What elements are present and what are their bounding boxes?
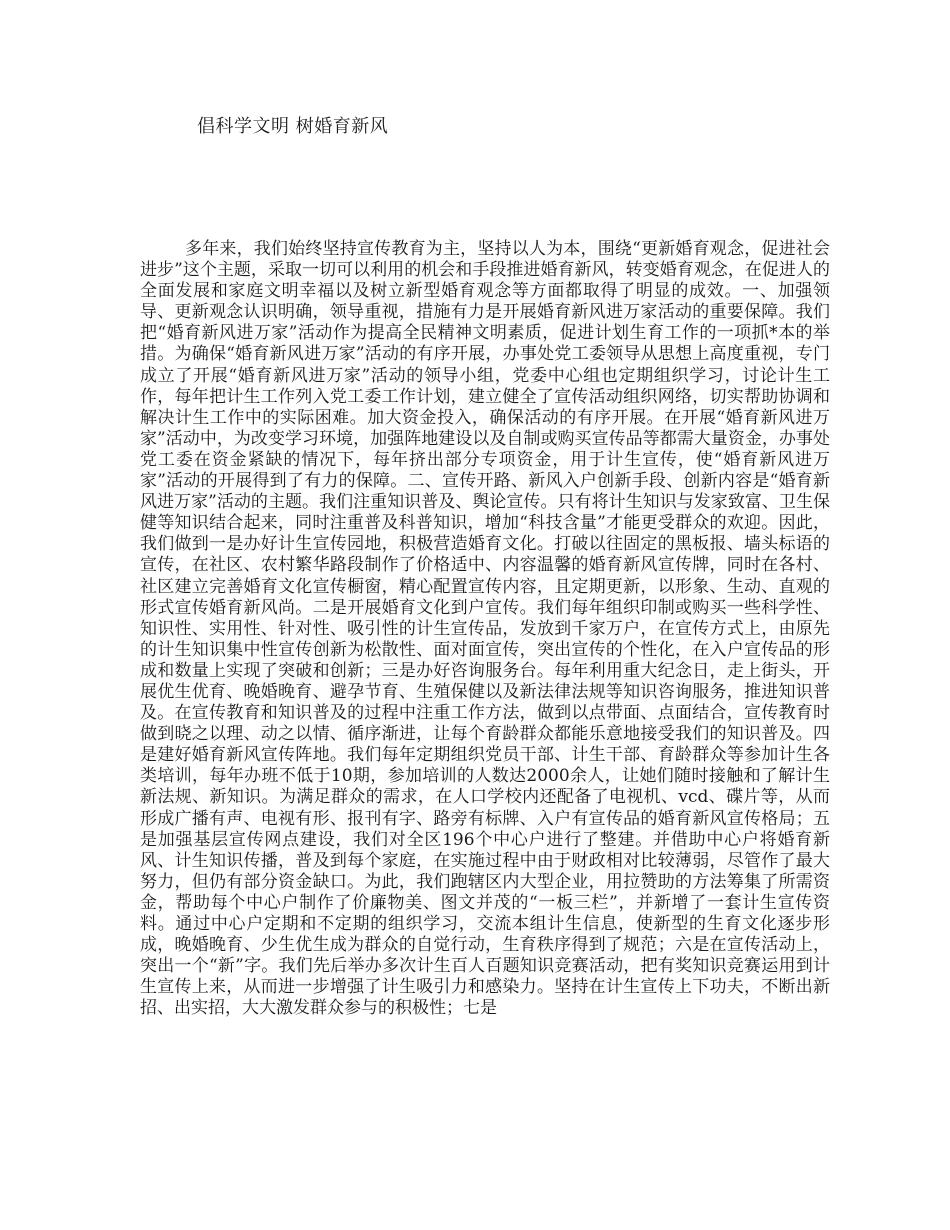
document-body-paragraph: 多年来，我们始终坚持宣传教育为主，坚持以人为本，围绕“更新婚育观念，促进社会进步”这个主题，采取一切可以利用的机会和手段推进婚育新风，转变婚育观念，在促进人的全面发展和家庭文明幸福以及树立新型婚育观念等方面都取得了明显的成效。一、加强领导、更新观念认识明确，领导重视，措施有力是开展婚育新风进万家活动的重要保障。我们把“婚育新风进万家”活动作为提高全民精神文明素质，促进计划生育工作的一项抓*本的举措。为确保“婚育新风进万家”活动的有序开展，办事处党工委领导从思想上高度重视，专门成立了开展“婚育新风进万家”活动的领导小组，党委中心组也定期组织学习，讨论计生工作，每年把计生工作列入党工委工作计划，建立健全了宣传活动组织网络，切实帮助协调和解决计生工作中的实际困难。加大资金投入，确保活动的有序开展。在开展“婚育新风进万家”活动中，为改变学习环境，加强阵地建设以及自制或购买宣传品等都需大量资金，办事处党工委在资金紧缺的情况下，每年挤出部分专项资金，用于计生宣传，使“婚育新风进万家”活动的开展得到了有力的保障。二、宣传开路、新风入户创新手段、创新内容是“婚育新风进万家”活动的主题。我们注重知识普及、舆论宣传。只有将计生知识与发家致富、卫生保健等知识结合起来，同时注重普及科普知识，增加“科技含量”才能更受群众的欢迎。因此，我们做到一是办好计生宣传园地，积极营造婚育文化。打破以往固定的黑板报、墙头标语的宣传，在社区、农村繁华路段制作了价格适中、内容温馨的婚育新风宣传牌，同时在各村、社区建立完善婚育文化宣传橱窗，精心配置宣传内容，且定期更新，以形象、生动、直观的形式宣传婚育新风尚。二是开展婚育文化到户宣传。我们每年组织印制或购买一些科学性、知识性、实用性、针对性、吸引性的计生宣传品，发放到千家万户，在宣传方式上，由原先的计生知识集中性宣传创新为松散性、面对面宣传，突出宣传的个性化，在入户宣传品的形成和数量上实现了突破和创新；三是办好咨询服务台。每年利用重大纪念日，走上街头，开展优生优育、晚婚晚育、避孕节育、生殖保健以及新法律法规等知识咨询服务，推进知识普及。在宣传教育和知识普及的过程中注重工作方法，做到以点带面、点面结合，宣传教育时做到晓之以理、动之以情、循序渐进，让每个育龄群众都能乐意地接受我们的知识普及。四是建好婚育新风宣传阵地。我们每年定期组织党员干部、计生干部、育龄群众等参加计生各类培训，每年办班不低于10期，参加培训的人数达2000余人，让她们随时接触和了解计生新法规、新知识。为满足群众的需求，在人口学校内还配备了电视机、vcd、碟片等，从而形成广播有声、电视有形、报刊有字、路旁有标牌、入户有宣传品的婚育新风宣传格局；五是加强基层宣传网点建设，我们对全区196个中心户进行了整建。并借助中心户将婚育新风、计生知识传播，普及到每个家庭，在实施过程中由于财政相对比较薄弱，尽管作了最大努力，但仍有部分资金缺口。为此，我们跑辖区内大型企业，用拉赞助的方法筹集了所需资金，帮助每个中心户制作了价廉物美、图文并茂的“一板三栏”，并新增了一套计生宣传资料。通过中心户定期和不定期的组织学习，交流本组计生信息，使新型的生育文化逐步形成，晚婚晚育、少生优生成为群众的自觉行动，生育秩序得到了规范；六是在宣传活动上，突出一个“新”字。我们先后举办多次计生百人百题知识竞赛活动，把有奖知识竞赛运用到计生宣传上来，从而进一步增强了计生吸引力和感染力。坚持在计生宣传上下功夫，不断出新招、出实招，大大激发群众参与的积极性；七是 bbox=[140, 239, 830, 1019]
document-title: 倡科学文明 树婚育新风 bbox=[197, 116, 389, 137]
